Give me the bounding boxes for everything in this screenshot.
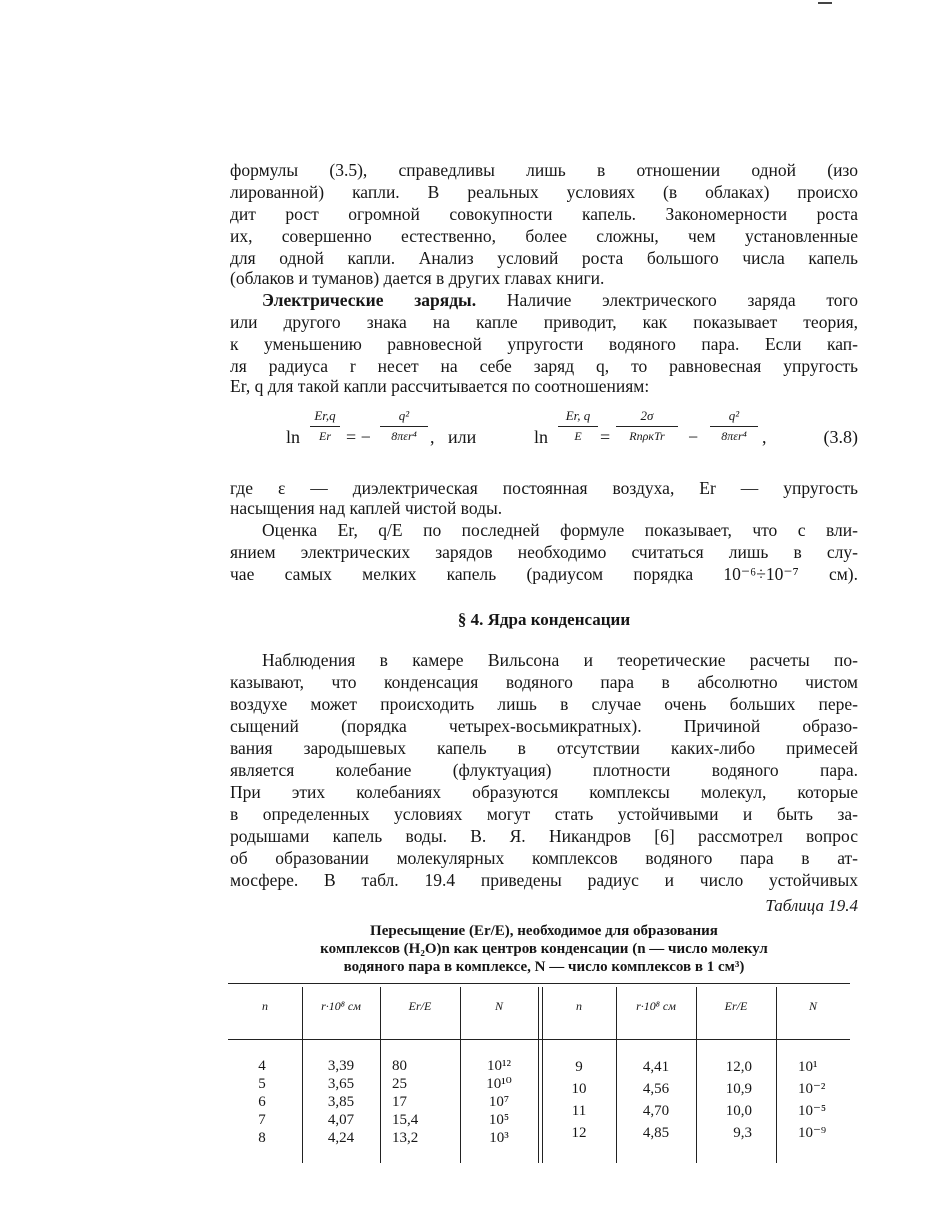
table-cell: 4,56 bbox=[642, 1081, 670, 1097]
table-cell: 12,0 bbox=[725, 1059, 752, 1075]
table-cell: 10⁵ bbox=[488, 1112, 510, 1128]
fraction-numerator: q² bbox=[398, 408, 410, 423]
text-line: чае самых мелких капель (радиусом порядка 10⁻⁶÷10⁻⁷ см). bbox=[230, 564, 858, 584]
table-cell: 17 bbox=[392, 1094, 407, 1110]
table-column-r bbox=[616, 1058, 696, 1146]
column-header: n bbox=[576, 999, 582, 1013]
text-line: их, совершенно естественно, более сложны, чем установленные bbox=[230, 226, 858, 246]
table-caption: Таблица 19.4 bbox=[765, 896, 858, 915]
table-column-ratio bbox=[696, 1058, 752, 1146]
table-cell: 13,2 bbox=[392, 1130, 419, 1146]
table-column-r bbox=[302, 1057, 380, 1147]
text-line: лированной) капли. В реальных условиях (в облаках) происхо bbox=[230, 182, 858, 202]
operator: − bbox=[688, 427, 699, 447]
table-cell: 4,85 bbox=[642, 1125, 670, 1141]
table-cell: 4,41 bbox=[642, 1059, 670, 1075]
text-line: воздухе может происходить лишь в случае очень больших пере- bbox=[230, 694, 858, 714]
text-line: (облаков и туманов) дается в других главах книги. bbox=[230, 268, 605, 288]
table-title-line: Пересыщение (Er/E), необходимое для образования bbox=[370, 923, 718, 939]
table-cell: 10¹² bbox=[487, 1058, 511, 1074]
table-cell: 10,0 bbox=[725, 1103, 752, 1119]
fraction-bar bbox=[710, 426, 758, 427]
conjunction: , или bbox=[430, 427, 477, 447]
table-cell: 3,85 bbox=[327, 1094, 355, 1110]
text-line: где ε — диэлектрическая постоянная воздуха, Er — упругость bbox=[230, 478, 858, 498]
fraction bbox=[616, 408, 678, 444]
fraction-denominator: RпρкTr bbox=[629, 429, 665, 443]
table-cell: 10⁷ bbox=[488, 1094, 510, 1110]
fraction-numerator: Er, q bbox=[565, 408, 591, 423]
fraction-denominator: 8πεr⁴ bbox=[721, 429, 747, 443]
page-corner-mark bbox=[818, 2, 832, 4]
text-line: казывают, что конденсация водяного пара в абсолютно чистом bbox=[230, 672, 858, 692]
section-heading: § 4. Ядра конденсации bbox=[457, 610, 631, 629]
text-line: насыщения над каплей чистой воды. bbox=[230, 498, 503, 518]
table-cell: 10,9 bbox=[725, 1081, 752, 1097]
table-title-line: комплексов (H₂O)n как центров конденсации (n — число молекул bbox=[320, 941, 768, 957]
table-cell: 3,65 bbox=[327, 1076, 355, 1092]
text-line: сыщений (порядка четырех-восьмикратных). Причиной образо- bbox=[230, 716, 858, 736]
text-line: ля радиуса r несет на себе заряд q, то равновесная упругость bbox=[230, 356, 858, 376]
text-line: мосфере. В табл. 19.4 приведены радиус и число устойчивых bbox=[230, 870, 858, 890]
fraction bbox=[310, 408, 340, 444]
table-cell: 6 bbox=[258, 1094, 266, 1110]
table-cell: 10¹⁰ bbox=[486, 1076, 512, 1092]
fraction-denominator: E bbox=[574, 429, 582, 443]
text-line: Наблюдения в камере Вильсона и теоретические расчеты по- bbox=[262, 650, 858, 670]
table-cell: 4,07 bbox=[327, 1112, 355, 1128]
text-line bbox=[262, 290, 858, 310]
text-line: для одной капли. Анализ условий роста большого числа капель bbox=[230, 248, 858, 268]
column-header: n bbox=[262, 999, 268, 1013]
table-title-line: водяного пара в комплексе, N — число комплексов в 1 см³) bbox=[343, 959, 745, 975]
text-line: янием электрических зарядов необходимо считаться лишь в слу- bbox=[230, 542, 858, 562]
text-line: дит рост огромной совокупности капель. Закономерности роста bbox=[230, 204, 858, 224]
column-header: Er/E bbox=[408, 999, 432, 1013]
text-line: Оценка Er, q/E по последней формуле показывает, что с вли- bbox=[262, 520, 858, 540]
text-line: Er, q для такой капли рассчитывается по соотношениям: bbox=[230, 376, 650, 396]
table-cell: 10⁻⁹ bbox=[798, 1125, 827, 1141]
table-cell: 8 bbox=[258, 1130, 266, 1146]
column-header: N bbox=[808, 999, 817, 1013]
text-line: При этих колебаниях образуются комплексы молекул, которые bbox=[230, 782, 858, 802]
text-line: в определенных условиях могут стать устойчивыми и быть за- bbox=[230, 804, 858, 824]
table-cell: 4,24 bbox=[327, 1130, 355, 1146]
condensation-table bbox=[228, 983, 850, 1163]
fraction-denominator: Er bbox=[319, 429, 331, 443]
table-column-n bbox=[542, 1058, 616, 1146]
table-cell: 4 bbox=[258, 1058, 266, 1074]
fraction-bar bbox=[380, 426, 428, 427]
fraction bbox=[710, 408, 758, 444]
fraction-numerator: Er,q bbox=[314, 408, 336, 423]
table-cell: 9,3 bbox=[733, 1125, 752, 1141]
text-line: вания зародышевых капель в отсутствии каких-либо примесей bbox=[230, 738, 858, 758]
table-cell: 11 bbox=[571, 1103, 587, 1119]
table-column-N bbox=[798, 1058, 850, 1146]
operator: = − bbox=[346, 427, 371, 447]
ln-symbol: ln bbox=[286, 427, 301, 447]
table-cell: 4,70 bbox=[642, 1103, 670, 1119]
table-top-rule bbox=[228, 983, 850, 984]
table-cell: 5 bbox=[258, 1076, 266, 1092]
fraction bbox=[558, 408, 598, 444]
table-cell: 80 bbox=[392, 1058, 407, 1074]
table-column-N bbox=[460, 1057, 538, 1147]
table-cell: 10 bbox=[571, 1081, 587, 1097]
column-header: r·10⁸ см bbox=[636, 999, 676, 1013]
fraction bbox=[380, 408, 428, 444]
table-cell: 12 bbox=[571, 1125, 587, 1141]
column-header: Er/E bbox=[724, 999, 748, 1013]
table-cell: 9 bbox=[575, 1059, 583, 1075]
formula-3-8 bbox=[286, 408, 858, 464]
table-column-n bbox=[228, 1057, 296, 1147]
run-in-heading: Электрические заряды. bbox=[262, 290, 477, 310]
fraction-bar bbox=[558, 426, 598, 427]
table-column-ratio bbox=[392, 1057, 432, 1147]
table-cell: 10⁻⁵ bbox=[798, 1103, 827, 1119]
ln-symbol: ln bbox=[534, 427, 549, 447]
operator: = bbox=[600, 427, 611, 447]
fraction-numerator: q² bbox=[728, 408, 740, 423]
fraction-bar bbox=[310, 426, 340, 427]
fraction-denominator: 8πεr⁴ bbox=[391, 429, 417, 443]
fraction-bar bbox=[616, 426, 678, 427]
column-header: N bbox=[494, 999, 503, 1013]
table-cell: 7 bbox=[258, 1112, 266, 1128]
column-header: r·10⁸ см bbox=[321, 999, 361, 1013]
table-cell: 10⁻² bbox=[798, 1081, 826, 1097]
table-cell: 25 bbox=[392, 1076, 407, 1092]
text-run: Наличие электрического заряда того bbox=[476, 290, 858, 310]
text-line: родышами капель воды. В. Я. Никандров [6] рассмотрел вопрос bbox=[230, 826, 858, 846]
fraction-numerator: 2σ bbox=[640, 408, 654, 423]
table-cell: 10³ bbox=[489, 1130, 509, 1146]
equation-number: (3.8) bbox=[823, 427, 858, 447]
text-line: формулы (3.5), справедливы лишь в отношении одной (изо bbox=[230, 160, 858, 180]
table-cell: 15,4 bbox=[392, 1112, 419, 1128]
punctuation: , bbox=[762, 427, 767, 447]
table-cell: 10¹ bbox=[798, 1059, 818, 1075]
table-cell: 3,39 bbox=[327, 1058, 355, 1074]
text-line: к уменьшению равновесной упругости водяного пара. Если кап- bbox=[230, 334, 858, 354]
text-line: об образовании молекулярных комплексов водяного пара в ат- bbox=[230, 848, 858, 868]
text-line: является колебание (флуктуация) плотности водяного пара. bbox=[230, 760, 858, 780]
text-line: или другого знака на капле приводит, как показывает теория, bbox=[230, 312, 858, 332]
